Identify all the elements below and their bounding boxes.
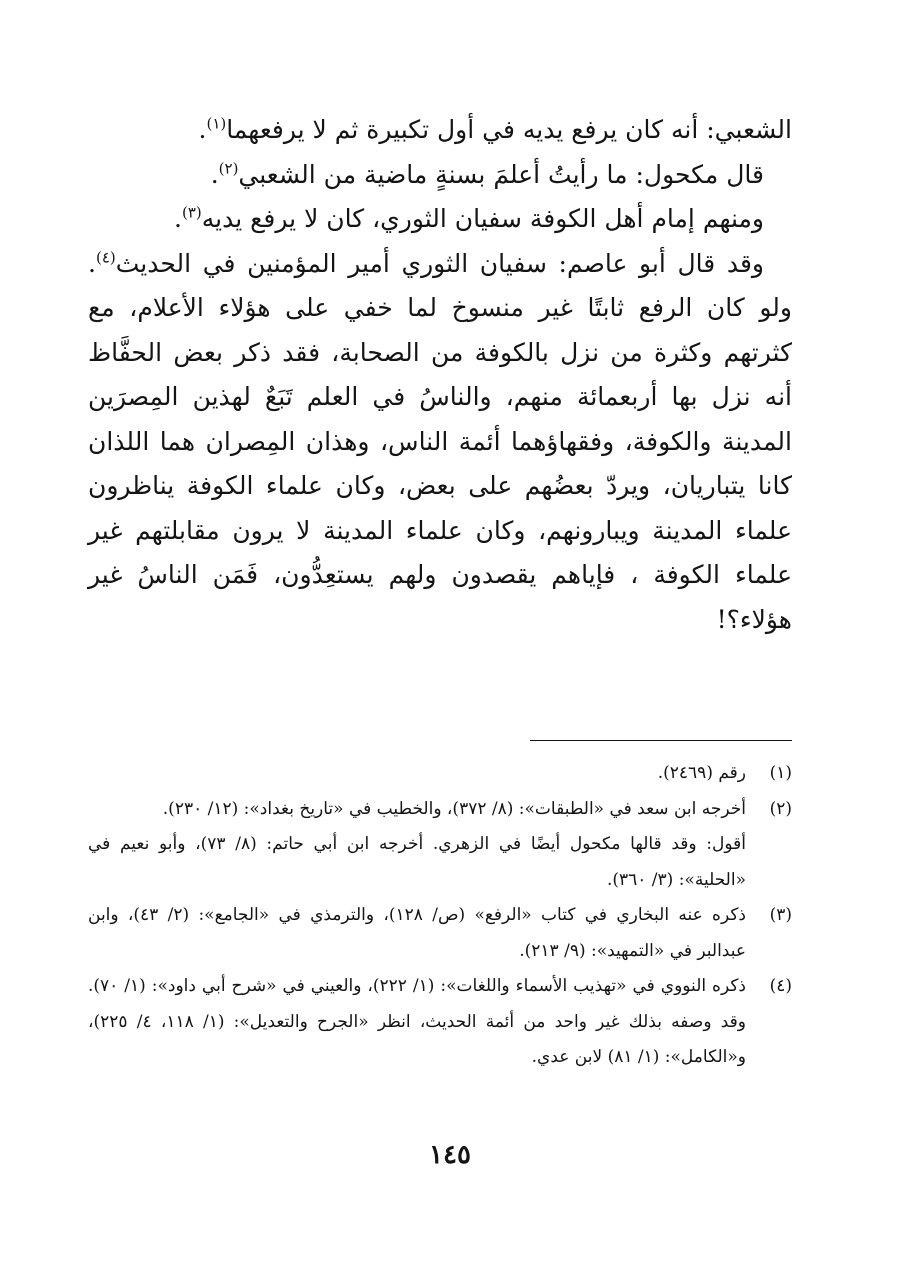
footnote-ref-2[interactable]: (٢) xyxy=(218,159,239,178)
paragraph-3 xyxy=(88,197,792,242)
paragraph-text: الشعبي: أنه كان يرفع يديه في أول تكبيرة ثم لا يرفعهما xyxy=(226,115,792,144)
footnote-line: رقم (٢٤٦٩). xyxy=(657,763,746,783)
footnote-ref-1[interactable]: (١) xyxy=(206,114,227,133)
footnote-3 xyxy=(88,898,792,969)
footnote-line: ذكره النووي في «تهذيب الأسماء واللغات»: (١/ ٢٢٢)، والعيني في «شرح أبي داود»: (١/ ٧٠). وقد وصفه بذلك غير واحد من أئمة الحديث، انظر «الجرح والتعديل»: (١/ ١١٨، ٤/ ٢٢٥)، و«الكامل»: (١/ ٨١) لابن عدي. xyxy=(88,976,747,1067)
paragraph-1 xyxy=(88,108,792,153)
footnote-separator xyxy=(530,740,792,741)
footnote-text xyxy=(88,756,746,792)
footnote-text xyxy=(88,969,746,1076)
footnote-text xyxy=(88,898,746,969)
paragraph-text: . xyxy=(198,115,207,144)
main-text xyxy=(88,108,792,642)
footnote-number: (٢) xyxy=(769,798,792,819)
paragraph-text: . ولو كان الرفع ثابتًا غير منسوخ لما خفي على هؤلاء الأعلام، مع كثرتهم وكثرة من نزل بالكوفة من الصحابة، فقد ذكر بعض الحفَّاظ أنه نزل بها أربعمائة منهم، والناسُ في العلم تَبَعٌ لهذين المِصرَين المدينة والكوفة، وفقهاؤهما أئمة الناس، وهذان المِصران هما اللذان كانا يتباريان، ويردّ بعضُهم على بعض، وكان علماء الكوفة يناظرون علماء المدينة ويبارونهم، وكان علماء المدينة لا يرون مقابلتهم غير علماء الكوفة ، فإياهم يقصدون ولهم يستعِدُّون، فَمَن الناسُ غير هؤلاء؟! xyxy=(88,248,792,634)
page-number: ١٤٥ xyxy=(429,1140,471,1170)
footnote-ref-4[interactable]: (٤) xyxy=(95,248,116,267)
paragraph-2 xyxy=(88,153,792,198)
footnote-number: (٣) xyxy=(769,905,792,925)
footnote-ref-3[interactable]: (٣) xyxy=(181,203,202,222)
footnote-2 xyxy=(88,792,792,899)
paragraph-text: وقد قال أبو عاصم: سفيان الثوري أمير المؤمنين في الحديث xyxy=(115,248,764,278)
footnote-4 xyxy=(88,969,792,1076)
footnote-number: (٤) xyxy=(769,976,792,996)
paragraph-text: . xyxy=(210,159,219,189)
footnote-line: أقول: وقد قالها مكحول أيضًا في الزهري. أخرجه ابن أبي حاتم: (٨/ ٧٣)، وأبو نعيم في «الحلية»: (٣/ ٣٦٠). xyxy=(88,834,747,890)
footnote-line: أخرجه ابن سعد في «الطبقات»: (٨/ ٣٧٢)، والخطيب في «تاريخ بغداد»: (١٢/ ٢٣٠). xyxy=(162,798,746,819)
paragraph-4 xyxy=(88,242,792,643)
footnote-text xyxy=(88,792,746,899)
paragraph-text: قال مكحول: ما رأيتُ أعلمَ بسنةٍ ماضية من الشعبي xyxy=(238,159,764,189)
footnote-line: ذكره عنه البخاري في كتاب «الرفع» (ص/ ١٢٨)، والترمذي في «الجامع»: (٢/ ٤٣)، وابن عبدالبر في «التمهيد»: (٩/ ٢١٣). xyxy=(88,905,746,961)
paragraph-text: . xyxy=(174,204,182,233)
footnote-1 xyxy=(88,756,792,792)
footnote-number: (١) xyxy=(769,763,792,783)
footnotes xyxy=(88,756,792,1076)
paragraph-text: ومنهم إمام أهل الكوفة سفيان الثوري، كان لا يرفع يديه xyxy=(201,204,764,233)
